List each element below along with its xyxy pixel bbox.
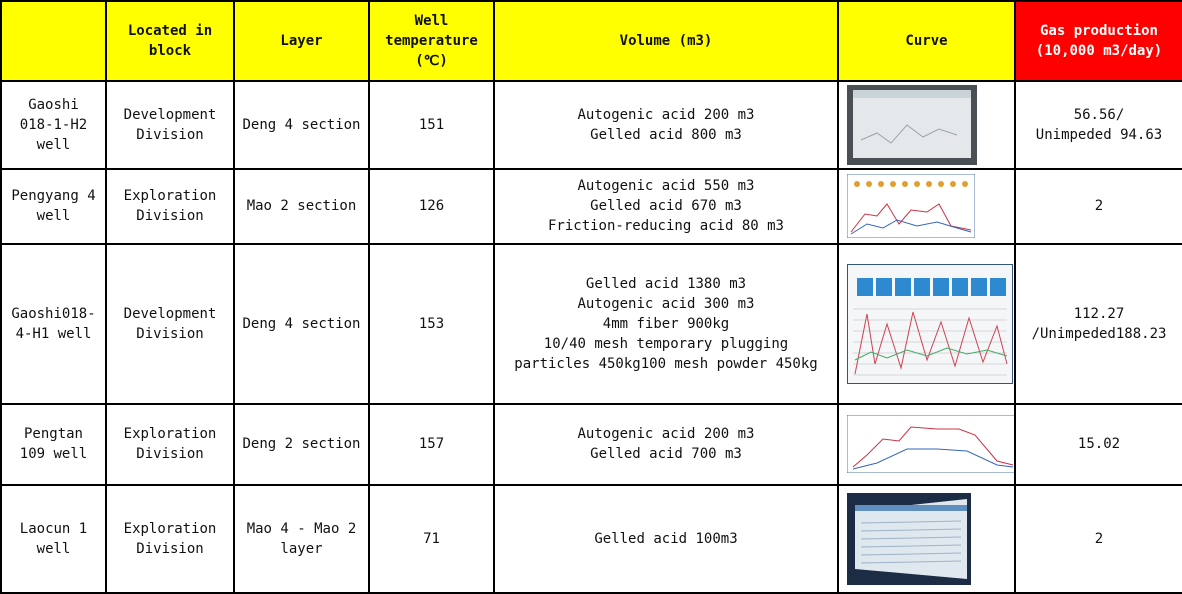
curve-chart-thumbnail — [847, 264, 1013, 384]
layer-cell: Mao 4 - Mao 2 layer — [234, 485, 369, 593]
table-row — [1, 81, 1182, 169]
temperature-cell: 157 — [369, 404, 494, 484]
temperature-cell: 153 — [369, 244, 494, 405]
temperature-cell: 126 — [369, 169, 494, 243]
curve-cell — [838, 81, 1015, 169]
well-name-cell: Gaoshi 018-1-H2 well — [1, 81, 106, 169]
gas-production-cell: 56.56/ Unimpeded 94.63 — [1015, 81, 1182, 169]
layer-cell: Deng 4 section — [234, 244, 369, 405]
layer-cell: Deng 2 section — [234, 404, 369, 484]
temperature-cell: 71 — [369, 485, 494, 593]
header-temperature: Well temperature (℃) — [369, 1, 494, 81]
table-row — [1, 169, 1182, 243]
curve-cell — [838, 169, 1015, 243]
volume-cell: Gelled acid 100m3 — [494, 485, 838, 593]
volume-cell: Autogenic acid 200 m3 Gelled acid 700 m3 — [494, 404, 838, 484]
block-cell: Exploration Division — [106, 169, 234, 243]
header-gas-production: Gas production (10,000 m3/day) — [1015, 1, 1182, 81]
header-well — [1, 1, 106, 81]
well-name-cell: Pengtan 109 well — [1, 404, 106, 484]
table-row — [1, 404, 1182, 484]
header-row — [1, 1, 1182, 81]
table-row — [1, 485, 1182, 593]
gas-production-cell: 2 — [1015, 485, 1182, 593]
layer-cell: Mao 2 section — [234, 169, 369, 243]
curve-chart-thumbnail — [847, 174, 975, 238]
header-layer: Layer — [234, 1, 369, 81]
table-row — [1, 244, 1182, 405]
header-block: Located in block — [106, 1, 234, 81]
gas-production-cell: 2 — [1015, 169, 1182, 243]
curve-cell — [838, 404, 1015, 484]
curve-chart-thumbnail — [847, 415, 1015, 473]
block-cell: Exploration Division — [106, 404, 234, 484]
temperature-cell: 151 — [369, 81, 494, 169]
gas-production-cell: 112.27 /Unimpeded188.23 — [1015, 244, 1182, 405]
gas-production-cell: 15.02 — [1015, 404, 1182, 484]
volume-cell: Gelled acid 1380 m3 Autogenic acid 300 m3 4mm fiber 900kg 10/40 mesh temporary plugging particles 450kg100 mesh powder 450kg — [494, 244, 838, 405]
block-cell: Development Division — [106, 244, 234, 405]
curve-photo-screen-thumbnail — [847, 493, 971, 585]
volume-cell: Autogenic acid 200 m3 Gelled acid 800 m3 — [494, 81, 838, 169]
well-name-cell: Gaoshi018- 4-H1 well — [1, 244, 106, 405]
block-cell: Exploration Division — [106, 485, 234, 593]
header-curve: Curve — [838, 1, 1015, 81]
curve-cell — [838, 244, 1015, 405]
curve-cell — [838, 485, 1015, 593]
curve-photo-screen-thumbnail — [847, 85, 977, 165]
volume-cell: Autogenic acid 550 m3 Gelled acid 670 m3 Friction-reducing acid 80 m3 — [494, 169, 838, 243]
header-volume: Volume (m3) — [494, 1, 838, 81]
well-name-cell: Laocun 1 well — [1, 485, 106, 593]
block-cell: Development Division — [106, 81, 234, 169]
layer-cell: Deng 4 section — [234, 81, 369, 169]
well-name-cell: Pengyang 4 well — [1, 169, 106, 243]
